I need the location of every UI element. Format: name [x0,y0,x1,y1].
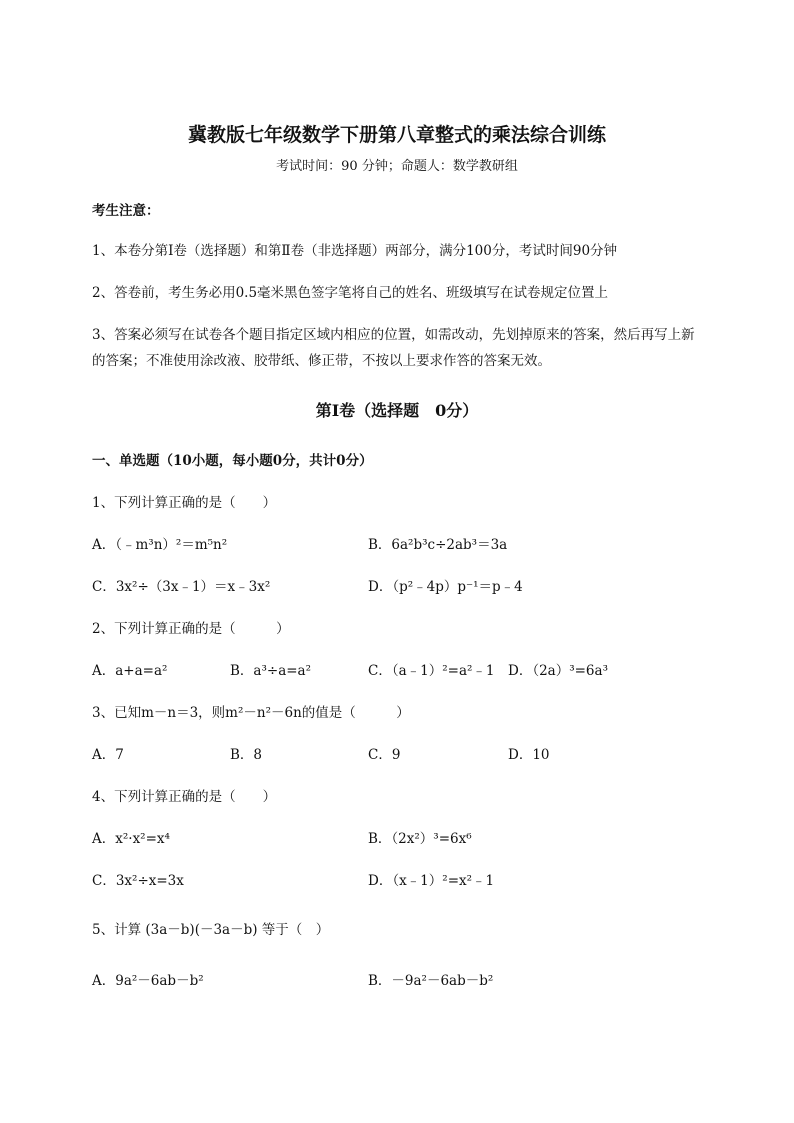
question-2-option-a: A．a+a=a² [92,663,168,679]
question-4-option-d: D．（x﹣1）²=x²﹣1 [368,873,495,889]
question-2-stem: 2、下列计算正确的是（ ） [92,621,290,637]
note-item-1: 1、本卷分第Ⅰ卷（选择题）和第Ⅱ卷（非选择题）两部分，满分100分，考试时间90分钟 [92,243,618,259]
question-4-option-a: A．x²·x²=x⁴ [92,831,170,847]
question-3-stem: 3、已知m－n＝3，则m²－n²－6n的值是（ ） [92,705,410,721]
question-3-option-c: C．9 [368,747,401,763]
question-1-option-b: B．6a²b³c÷2ab³＝3a [368,537,508,553]
question-2-option-d: D．（2a）³=6a³ [508,663,608,679]
question-1-option-c: C．3x²÷（3x﹣1）＝x﹣3x² [92,579,271,595]
question-1-option-a: A．（﹣m³n）²＝m⁵n² [92,537,228,553]
question-2-option-c: C．（a﹣1）²=a²﹣1 [368,663,495,679]
exam-info: 考试时间：90 分钟；命题人：数学教研组 [276,159,518,174]
note-item-3: 3、答案必须写在试卷各个题目指定区域内相应的位置，如需改动，先划掉原来的答案，然后再写上新 [92,327,695,343]
notes-heading: 考生注意： [92,203,160,219]
question-4-stem: 4、下列计算正确的是（ ） [92,789,277,805]
question-3-option-d: D．10 [508,747,550,763]
question-5-option-a: A．9a²－6ab－b² [92,973,204,989]
question-2-option-b: B．a³÷a=a² [230,663,312,679]
question-5-option-b: B．－9a²－6ab－b² [368,973,494,989]
question-1-option-d: D．（p²﹣4p）p⁻¹＝p﹣4 [368,579,523,595]
question-3-option-b: B．8 [230,747,263,763]
note-item-2: 2、答卷前，考生务必用0.5毫米黑色签字笔将自己的姓名、班级填写在试卷规定位置上 [92,285,609,301]
question-1-stem: 1、下列计算正确的是（ ） [92,495,277,511]
section-title: 第Ⅰ卷（选择题 0分） [315,401,479,420]
page-title: 冀教版七年级数学下册第八章整式的乘法综合训练 [187,124,606,146]
question-4-option-b: B．（2x²）³=6x⁶ [368,831,472,847]
question-3-option-a: A．7 [92,747,124,763]
part-heading: 一、单选题（10小题，每小题0分，共计0分） [92,453,373,469]
question-4-option-c: C．3x²÷x=3x [92,873,184,889]
note-item-3-continued: 的答案；不准使用涂改液、胶带纸、修正带，不按以上要求作答的答案无效。 [92,353,551,369]
question-5-stem: 5、计算 (3a－b)(－3a－b) 等于（ ） [92,922,330,938]
